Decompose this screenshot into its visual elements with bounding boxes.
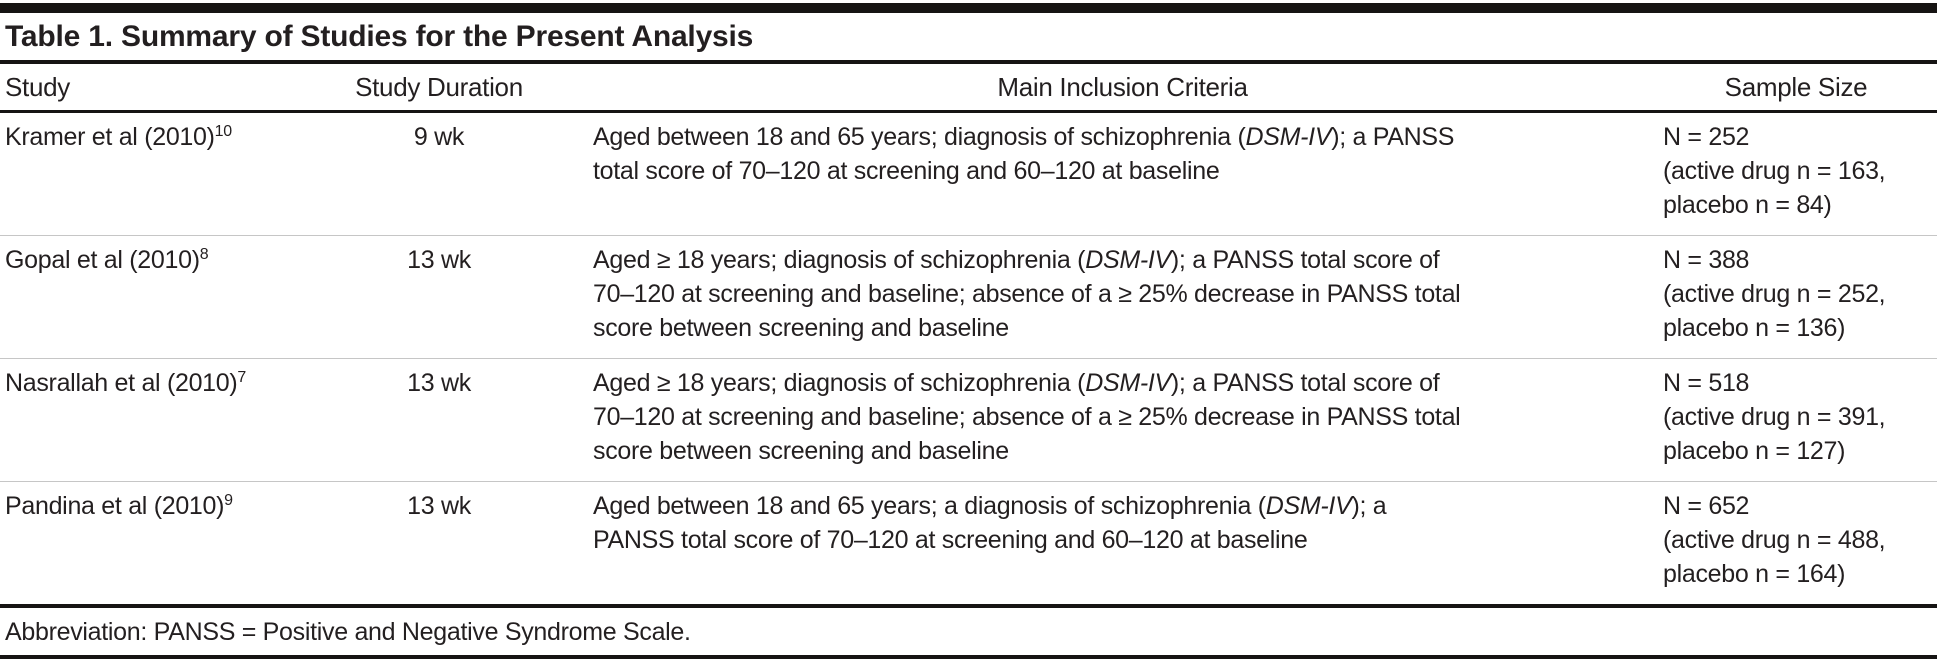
sample-size-line: N = 388 [1663, 246, 1750, 274]
sample-size-line: placebo n = 164) [1663, 560, 1846, 588]
study-ref-superscript: 7 [237, 369, 247, 386]
study-duration: 13 wk [288, 359, 590, 482]
criteria-line: PANSS total score of 70–120 at screening and 60–120 at baseline [593, 526, 1308, 554]
column-header-sample: Sample Size [1655, 64, 1937, 112]
study-label: Kramer et al (2010) [5, 123, 215, 151]
table-body [0, 112, 1937, 605]
sample-cell [1655, 482, 1937, 605]
criteria-cell [590, 236, 1655, 359]
study-cell [0, 359, 288, 482]
criteria-line: 70–120 at screening and baseline; absence of a ≥ 25% decrease in PANSS total [593, 280, 1461, 308]
study-duration: 13 wk [288, 236, 590, 359]
study-label: Nasrallah et al (2010) [5, 369, 238, 397]
sample-cell [1655, 112, 1937, 236]
study-cell [0, 236, 288, 359]
sample-size-line: placebo n = 136) [1663, 314, 1846, 342]
criteria-line: Aged ≥ 18 years; diagnosis of schizophrenia (DSM-IV); a PANSS total score of [593, 246, 1440, 274]
sample-size-line: placebo n = 127) [1663, 437, 1846, 465]
studies-table [0, 64, 1937, 604]
study-duration: 13 wk [288, 482, 590, 605]
sample-size-line: N = 518 [1663, 369, 1750, 397]
sample-size-line: N = 252 [1663, 123, 1750, 151]
study-ref-superscript: 8 [199, 246, 209, 263]
criteria-line: total score of 70–120 at screening and 60–120 at baseline [593, 157, 1220, 185]
sample-cell [1655, 236, 1937, 359]
sample-cell [1655, 359, 1937, 482]
study-label: Gopal et al (2010) [5, 246, 200, 274]
sample-size-line: (active drug n = 488, [1663, 526, 1886, 554]
study-ref-superscript: 9 [224, 492, 233, 509]
table-row [0, 112, 1937, 236]
study-cell [0, 112, 288, 236]
criteria-line: score between screening and baseline [593, 437, 1009, 465]
criteria-cell [590, 482, 1655, 605]
criteria-line: Aged ≥ 18 years; diagnosis of schizophrenia (DSM-IV); a PANSS total score of [593, 369, 1440, 397]
sample-size-line: N = 652 [1663, 492, 1750, 520]
table-row [0, 236, 1937, 359]
column-header-duration: Study Duration [288, 64, 590, 112]
criteria-cell [590, 359, 1655, 482]
table-row [0, 359, 1937, 482]
criteria-line: 70–120 at screening and baseline; absence of a ≥ 25% decrease in PANSS total [593, 403, 1461, 431]
criteria-cell [590, 112, 1655, 236]
bottom-rule [0, 655, 1937, 659]
study-ref-superscript: 10 [214, 123, 232, 140]
table-header-row [0, 64, 1937, 112]
sample-size-line: (active drug n = 252, [1663, 280, 1886, 308]
study-label: Pandina et al (2010) [5, 492, 225, 520]
table-row [0, 482, 1937, 605]
study-duration: 9 wk [413, 123, 465, 151]
sample-size-line: (active drug n = 163, [1663, 157, 1886, 185]
criteria-line: Aged between 18 and 65 years; a diagnosis of schizophrenia (DSM-IV); a [593, 492, 1387, 520]
abbreviation-footnote: Abbreviation: PANSS = Positive and Negative Syndrome Scale. [5, 618, 691, 646]
study-cell [0, 482, 288, 605]
sample-size-line: (active drug n = 391, [1663, 403, 1886, 431]
criteria-line: Aged between 18 and 65 years; diagnosis of schizophrenia (DSM-IV); a PANSS [593, 123, 1455, 151]
top-rule [0, 3, 1937, 13]
criteria-line: score between screening and baseline [593, 314, 1009, 342]
table-title: Table 1. Summary of Studies for the Present Analysis [5, 20, 754, 53]
column-header-criteria: Main Inclusion Criteria [590, 64, 1655, 112]
column-header-study: Study [0, 64, 288, 112]
sample-size-line: placebo n = 84) [1663, 191, 1832, 219]
